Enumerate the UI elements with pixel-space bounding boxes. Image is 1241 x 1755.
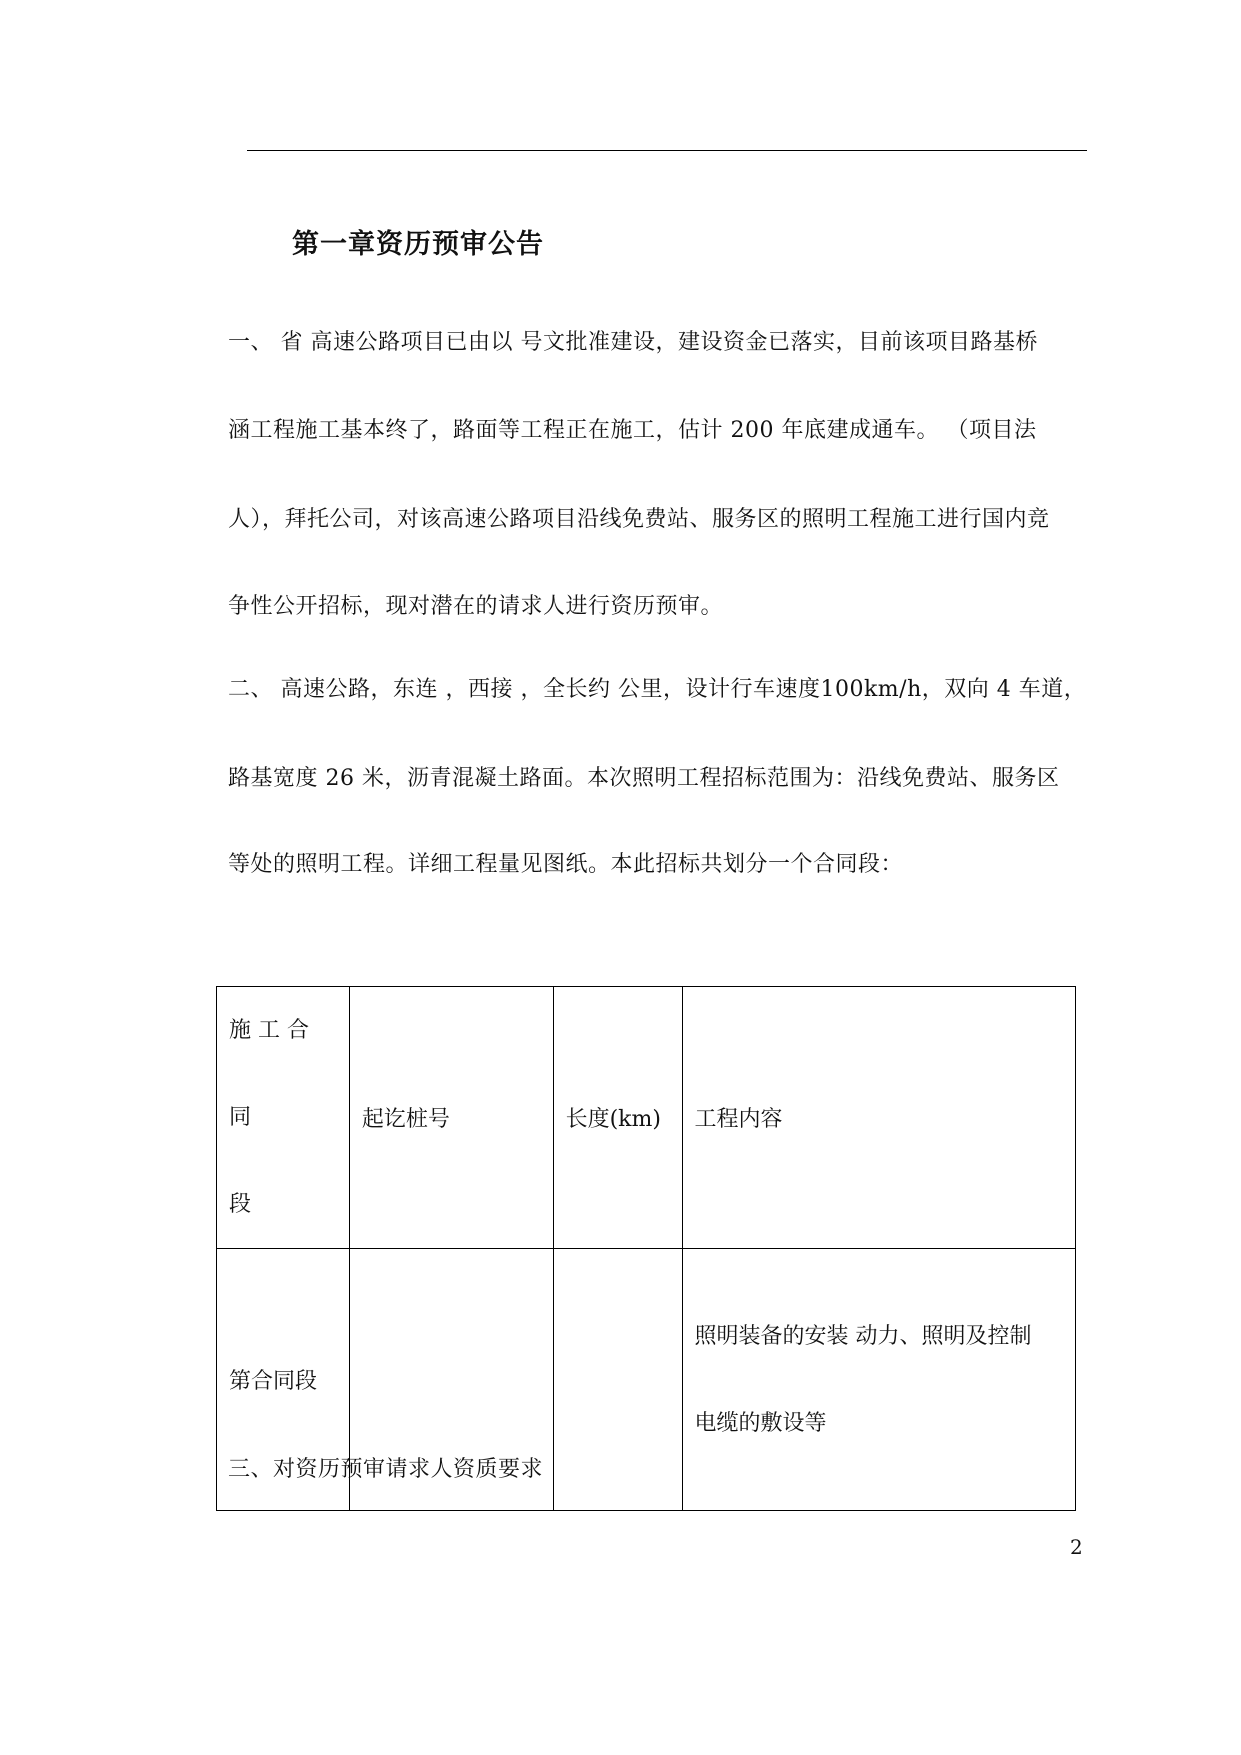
section-1-line-3: 人），拜托公司，对该高速公路项目沿线免费站、服务区的照明工程施工进行国内竞: [228, 507, 1050, 532]
cell-content: [682, 1249, 1076, 1511]
cell-segment: 第合同段: [217, 1249, 350, 1511]
header-segment-line-2: 段: [229, 1192, 252, 1217]
chapter-title: 第一章资历预审公告: [292, 229, 544, 260]
section-2-line-2: 路基宽度 26 米，沥青混凝土路面。本次照明工程招标范围为：沿线免费站、服务区: [228, 766, 1060, 791]
section-2-line-3: 等处的照明工程。详细工程量见图纸。本此招标共划分一个合同段：: [228, 852, 904, 877]
header-length: 长度(km): [553, 987, 682, 1249]
header-segment: [217, 987, 350, 1249]
header-stake: 起讫桩号: [349, 987, 553, 1249]
contract-table: [216, 986, 1076, 1511]
section-3-heading: 三、对资历预审请求人资质要求: [228, 1457, 544, 1482]
section-2-line-1: 二、 高速公路，东连 ，西接 ，全长约 公里，设计行车速度100km/h，双向 4 车道，: [228, 677, 1087, 702]
section-1-line-2: 涵工程施工基本终了，路面等工程正在施工，估计 200 年底建成通车。 （项目法: [228, 418, 1037, 443]
section-1-line-1: 一、 省 高速公路项目已由以 号文批准建设，建设资金已落实，目前该项目路基桥: [228, 330, 1038, 355]
section-1-line-4: 争性公开招标，现对潜在的请求人进行资历预审。: [228, 594, 724, 619]
header-content: 工程内容: [682, 987, 1076, 1249]
cell-content-line-2: 电缆的敷设等: [694, 1410, 827, 1436]
header-segment-line-1: 施 工 合 同: [229, 1018, 309, 1130]
page-number: 2: [1070, 1535, 1083, 1559]
cell-content-line-1: 照明装备的安装 动力、照明及控制: [694, 1323, 1032, 1349]
header-rule: [247, 150, 1087, 151]
table-header-row: [217, 987, 1076, 1249]
cell-length: [553, 1249, 682, 1511]
